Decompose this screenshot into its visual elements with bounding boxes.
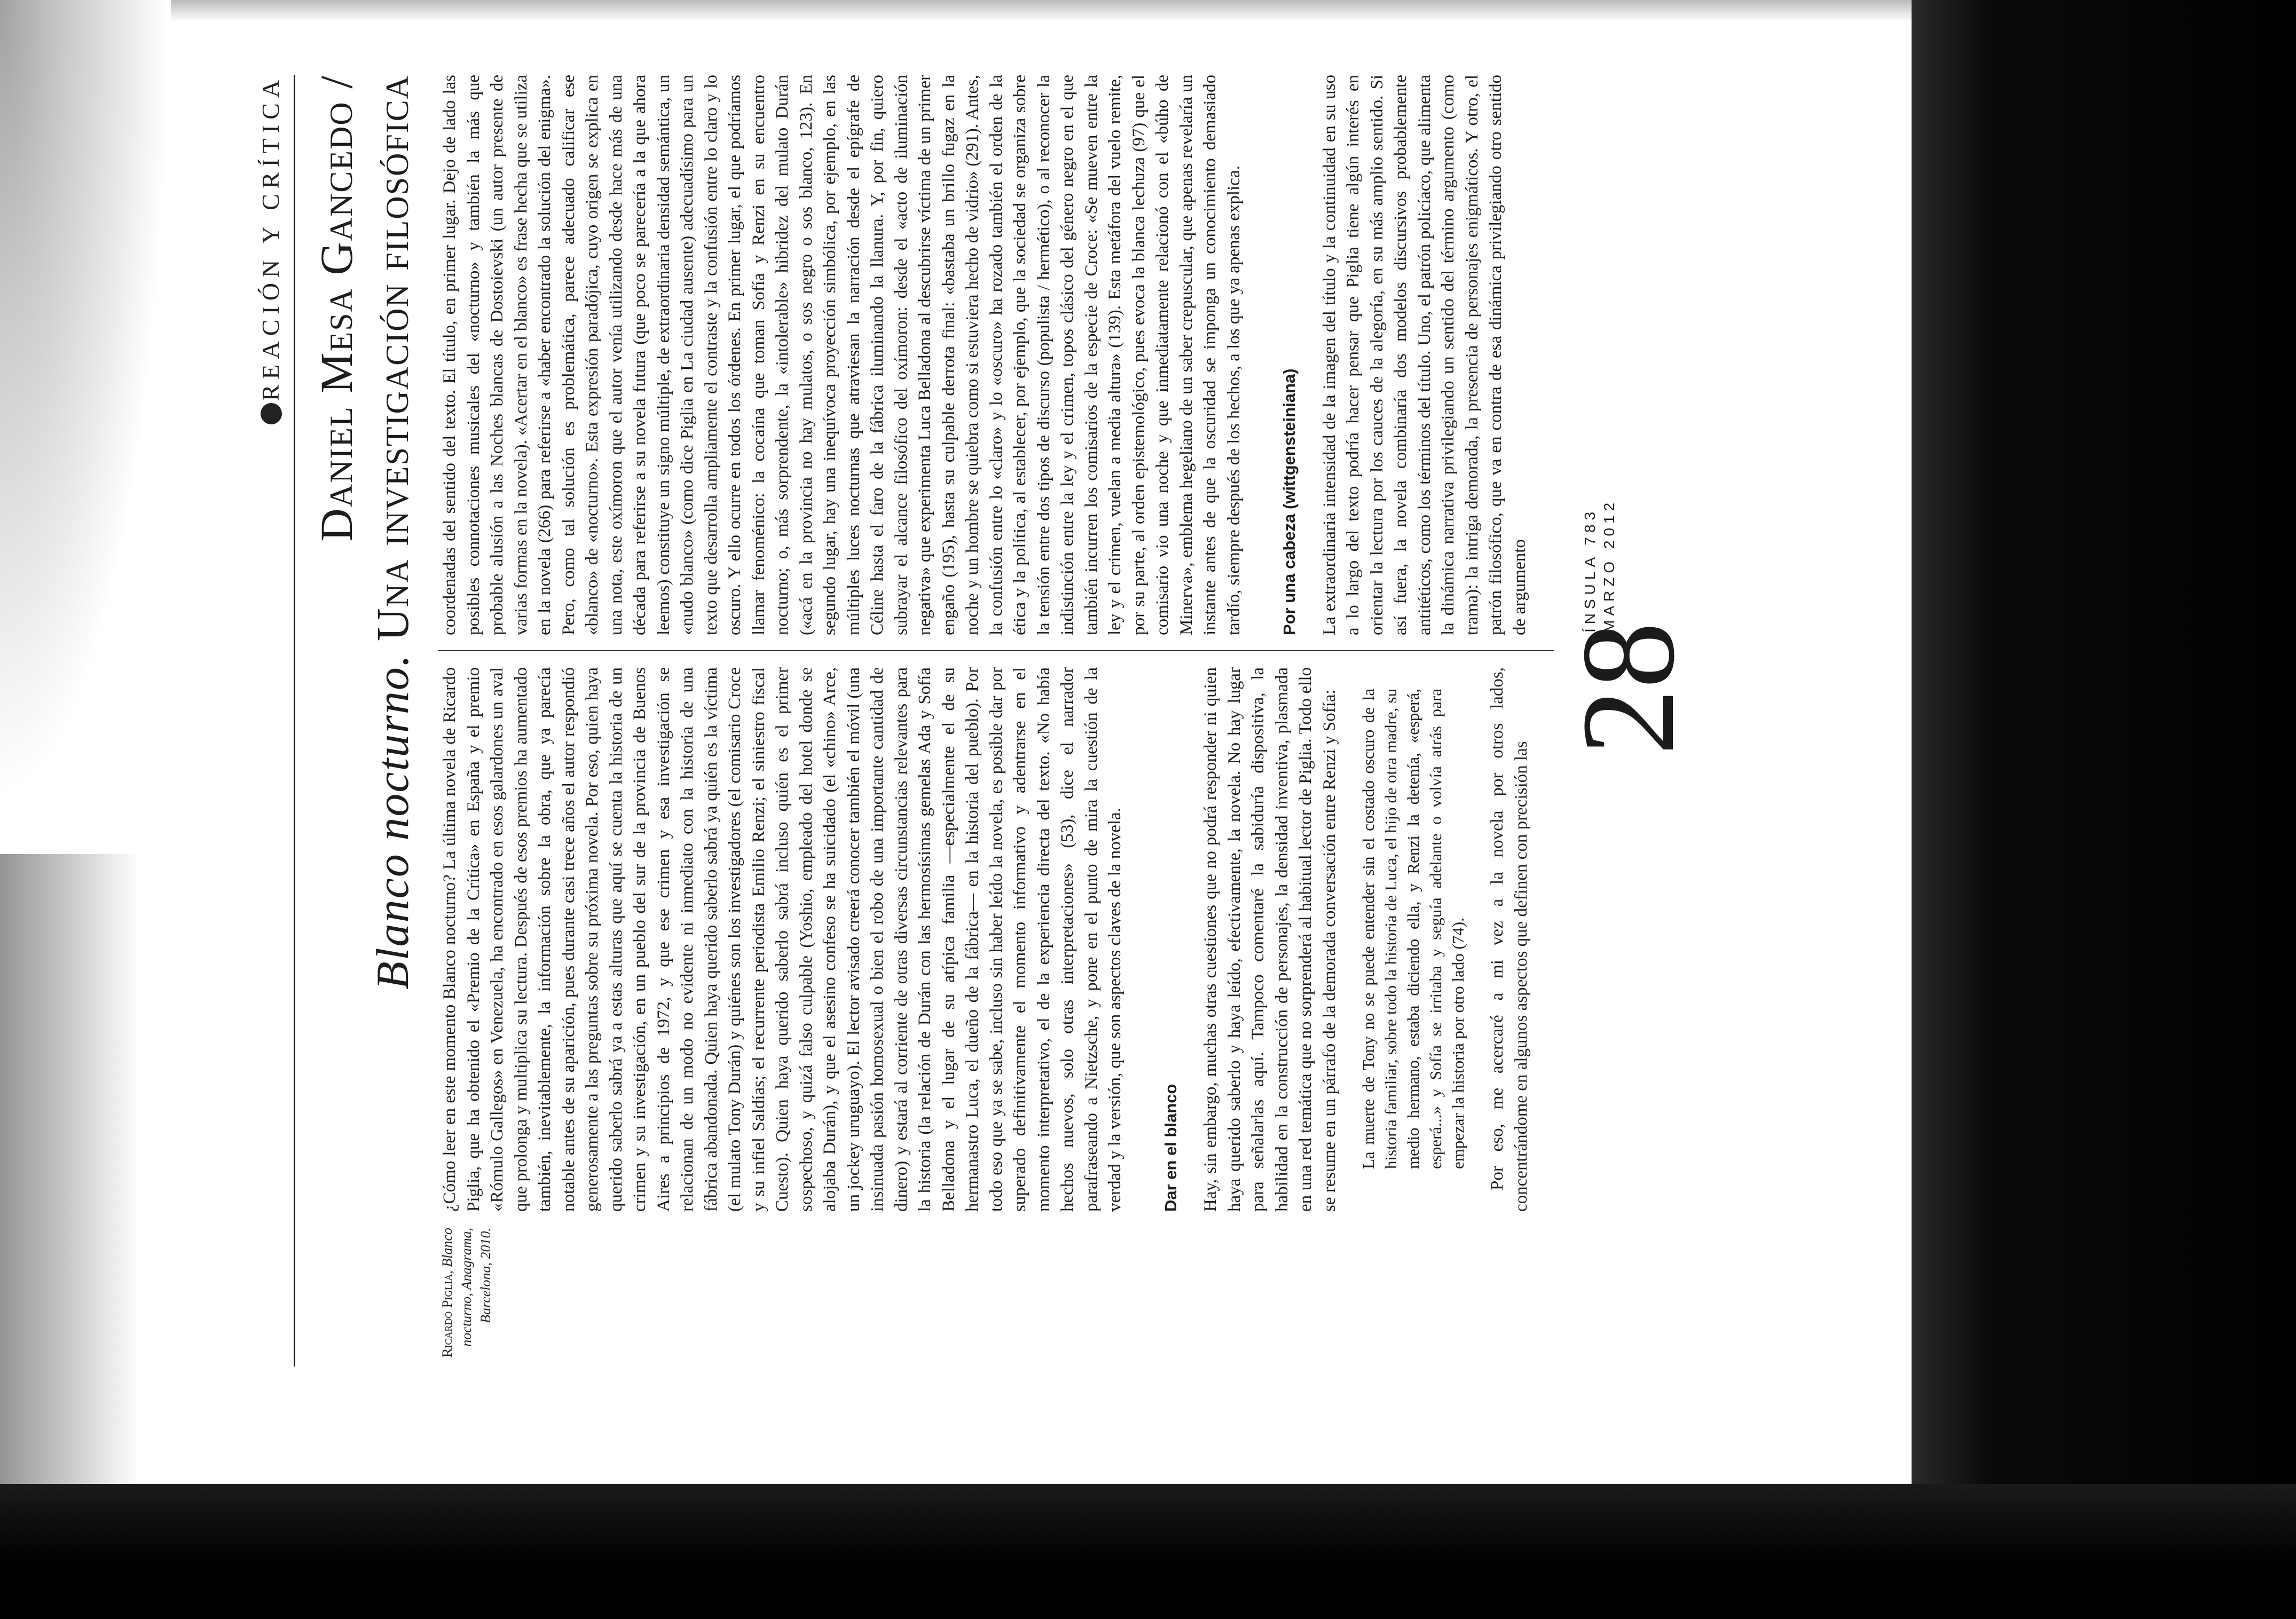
article-title-italic: Blanco nocturno. [367,653,418,990]
scanner-border-right [1912,0,2296,1619]
subheading: Dar en el blanco [1161,1084,1180,1212]
scan-shadow-top [171,0,1912,21]
header-rule [294,75,295,1367]
book-publisher: , Anagrama, [459,1228,474,1297]
journal-info [1581,499,1619,633]
scanner-border-bottom [0,1484,2296,1619]
paragraph: Hay, sin embargo, muchas otras cuestiones que no podrá responder ni quien haya querido saberlo y haya leído, efectivamente, la novela. No hay lugar para señalarlas aquí. Tampoco comentaré la sabiduría dispositiva, la habilidad en la construcción de personajes, la densidad inventiva, plasmada en una red temática que no sorprenderá al habitual lector de Piglia. Todo ello se resume en un párrafo de la demorada conversación entre Renzi y Sofía: [1201,667,1339,1212]
article-author-title: Daniel Mesa Gancedo / [311,75,362,542]
paragraph: Por eso, me acercaré a mi vez a la novela por otros lados, concentrándome en algunos aspectos que definen con precisión las [1488,667,1531,1212]
book-author: Ricardo Piglia [439,1274,455,1357]
book-reference: Ricardo Piglia, Blanco nocturno, Anagrama, Barcelona, 2010. [438,1228,496,1367]
journal-date: MARZO 2012 [1601,498,1617,633]
book-place: Barcelona, 2010. [478,1228,493,1323]
article-title [366,75,419,1367]
paragraph: ¿Cómo leer en este momento Blanco nocturno? La última novela de Ricardo Piglia, que ha obtenido el «Premio de la Crítica» en España y el premio «Rómulo Gallegos» en Venezuela, ha encontrado en esos galardones un aval que prolonga y multiplica su lectura. Después de esos premios ha aumentado también, inevitablemente, la información sobre la obra, que ya parecía notable antes de su aparición, pues durante casi trece años el autor respondió generosamente a las preguntas sobre su próxima novela. Por eso, quien haya querido saberlo sabrá ya a estas alturas que aquí se cuenta la historia de un crimen y su investigación, en un pueblo del sur de la provincia de Buenos Aires a principios de 1972, y que ese crimen y esa investigación se relacionan de un modo no evidente ni inmediato con la historia de una fábrica abandonada. Quien haya querido saberlo sabrá ya quién es la víctima (el mulato Tony Durán) y quiénes son los investigadores (el comisario Croce y su infiel Saldías; el recurrente periodista Emilio Renzi; el siniestro fiscal Cuesto). Quien haya querido saberlo sabrá incluso quién es el primer sospechoso, y quizá falso culpable (Yoshio, empleado del hotel donde se alojaba Durán), y que el asesino confeso se ha suicidado (el «chino» Arce, un jockey uruguayo). El lector avisado creerá conocer también el móvil (una insinuada pasión homosexual o bien el robo de una importante cantidad de dinero) y estará al corriente de otras diversas circunstancias relevantes para la historia (la relación de Durán con las hermosísimas gemelas Ada y Sofía Belladona y el lugar de su atípica familia —especialmente el de su hermanastro Luca, el dueño de la fábrica— en la historia del pueblo). Por todo eso que ya se sabe, incluso sin haber leído la novela, es posible dar por superado definitivamente el momento informativo y adentrarse en el momento interpretativo, el de la experiencia directa del texto. «No había hechos nuevos, solo otras interpretaciones» (53), dice el narrador parafraseando a Nietzsche, y pone en el punto de mira la cuestión de la verdad y la versión, que son aspectos claves de la novela. [440,667,1125,1212]
section-header [256,75,285,424]
journal-logo-icon [261,403,282,424]
paragraph: La extraordinaria intensidad de la imagen del título y la continuidad en su uso a lo largo del texto podría hacer pensar que Piglia tiene algún interés en orientar la lectura por los cauces de la alegoría, en su más amplio sentido. Si así fuera, la novela combinaría dos modelos discursivos probablemente antitéticos, como los términos del título. Uno, el patrón policíaco, que alimenta la dinámica narrativa privilegiando un sentido del término argumento (como trama): la intriga demorada, la presencia de personajes enigmáticos. Y otro, el patrón filosófico, que va en contra de esa dinámica privilegiando otro sentido de argumento [1319,75,1529,635]
rotated-article-page [256,75,1837,1367]
paragraph: coordenadas del sentido del texto. El título, en primer lugar. Dejo de lado las posibles connotaciones musicales del «nocturno» y también la más que probable alusión a las Noches blancas de Dostoievski (un autor presente de varias formas en la novela). «Acertar en el blanco» es frase hecha que se utiliza en la novela (266) para referirse a «haber encontrado la solución del enigma». Pero, como tal solución es problemática, parece adecuado calificar ese «blanco» de «nocturno». Esta expresión paradójica, cuyo origen se explica en una nota, este oxímoron que el autor venía utilizando desde hace más de una década para referirse a su novela futura (que poco se parecería a la que ahora leemos) constituye un signo múltiple, de extraordinaria densidad semántica, un «nudo blanco» (como dice Piglia en La ciudad ausente) adecuadísimo para un texto que desarrolla ampliamente el contraste y la confusión entre lo claro y lo oscuro. Y ello ocurre en todos los órdenes. En primer lugar, el que podríamos llamar fenoménico: la cocaína que toman Sofía y Renzi en su encuentro nocturno; o, más sorprendente, la «intolerable» hibridez del mulato Durán («acá en la provincia no hay mulatos, o sos negro o sos blanco, 123). En segundo lugar, hay una inequívoca proyección simbólica, por ejemplo, en las múltiples luces nocturnas que atraviesan la narración desde el epígrafe de Céline hasta el faro de la fábrica iluminando la llanura. Y, por fin, quiero subrayar el alcance filosófico del oxímoron: desde el «acto de iluminación negativa» que experimenta Luca Belladona al descubrirse víctima de un primer engaño (195), hasta su culpable derrota final: «bastaba un brillo fugaz en la noche y un hombre se quiebra como si estuviera hecho de vidrio» (291). Antes, la confusión entre lo «claro» y lo «oscuro» ha rozado también el orden de la ética y la política, al establecer, por ejemplo, que la sociedad se organiza sobre la tensión entre dos tipos de discurso (populista / hermético), o al reconocer la indistinción entre la ley y el crimen, topos clásico del género negro en el que también incurren los comisarios de la especie de Croce: «Se mueven entre la ley y el crimen, vuelan a media altura» (139). Esta metáfora del vuelo remite, por su parte, al orden epistemológico, pues evoca la blanca lechuza (97) que el comisario vio una noche y que inmediatamente relacionó con el «búho de Minerva», emblema hegeliano de un saber crepuscular, que apenas revelaría un instante antes de que la oscuridad se imponga un conocimiento demasiado tardío, siempre después de los hechos, a los que ya apenas explica. [440,75,1244,635]
subheading: Por una cabeza (wittgensteiniana) [1280,368,1299,635]
column-left [438,667,1533,1212]
book-title: Blanco nocturno [439,1228,474,1347]
column-divider [438,650,1554,651]
block-quote: La muerte de Tony no se puede entender sin el costado oscuro de la historia familiar, sobre todo la historia de Luca, el hijo de otra madre, su medio hermano, estaba diciendo ella, y Renzi la detenía, «esperá, esperá...» y Sofía se irritaba y seguía adelante o volvía atrás para empezar la historia por otro lado (74). [1359,689,1467,1169]
article-title-rest: Una investigación filosófica [367,75,418,642]
column-right [438,75,1531,635]
page-number: 28 [1554,622,1702,755]
journal-issue: ÍNSULA 783 [1582,507,1598,633]
section-label: REACIÓN Y CRÍTICA [257,75,284,401]
scan-shadow-left [0,0,171,801]
scan-shadow-bottomleft [0,854,139,1484]
